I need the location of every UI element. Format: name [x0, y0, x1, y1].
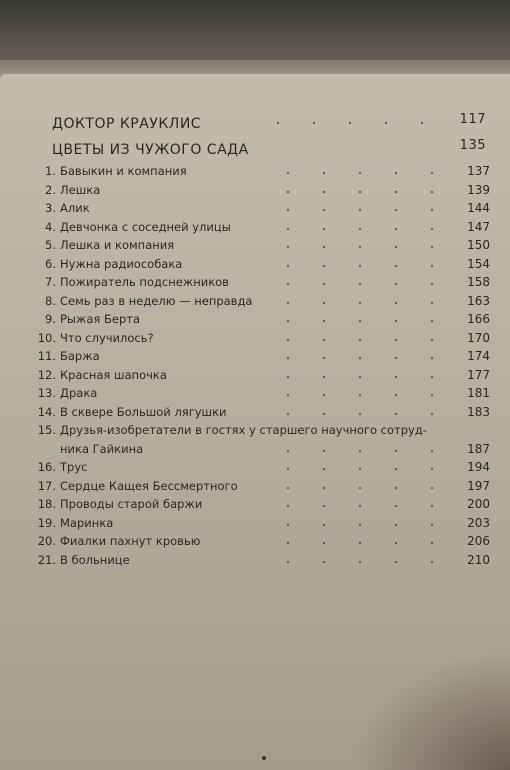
entry-title: В сквере Большой лягушки: [60, 404, 227, 419]
entry-page: 137: [467, 164, 490, 178]
entry-number: 7.: [45, 275, 56, 289]
entry-title: Семь раз в неделю — неправда: [60, 293, 253, 308]
entry-number: 21.: [37, 552, 56, 567]
toc-entry: [30, 386, 490, 405]
toc-entry: [30, 368, 490, 387]
entry-number: 5.: [45, 238, 56, 252]
entry-page: 158: [467, 275, 490, 289]
toc-entry: [30, 497, 490, 516]
entry-number: 11.: [37, 349, 56, 363]
toc-entry: [30, 423, 490, 442]
toc-entry: [30, 275, 490, 294]
leader-dots: [270, 283, 450, 285]
entry-page: 177: [467, 367, 490, 382]
entry-page: 200: [467, 497, 490, 511]
leader-dots: [270, 413, 450, 415]
toc-entry: [30, 238, 490, 257]
leader-dots: [270, 209, 450, 211]
leader-dots: [270, 505, 450, 507]
entry-page: 166: [467, 312, 490, 326]
toc-entry: [30, 312, 490, 331]
entry-title: Маринка: [60, 515, 114, 530]
toc-entry: [30, 405, 490, 424]
toc-entry: [30, 534, 490, 553]
leader-dots: [270, 191, 450, 193]
entry-title: Что случилось?: [60, 330, 154, 345]
entry-title: Проводы старой баржи: [60, 497, 203, 511]
entry-number: 3.: [45, 201, 56, 215]
entry-title: Девчонка с соседней улицы: [60, 219, 231, 234]
entry-number: 19.: [37, 515, 56, 530]
entry-number: 2.: [45, 182, 56, 197]
entry-title: Трус: [60, 460, 88, 474]
entry-number: 14.: [37, 404, 56, 419]
entry-number: 15.: [37, 423, 56, 437]
toc-entry: [30, 257, 490, 276]
leader-dots: [270, 320, 450, 322]
section-page: 117: [459, 112, 486, 127]
leader-dots: [270, 376, 450, 378]
entry-title: Алик: [60, 201, 90, 215]
leader-dots: [270, 339, 450, 341]
entry-number: 18.: [37, 497, 56, 511]
toc-entry: [30, 460, 490, 479]
entry-page: 163: [467, 293, 490, 308]
leader-dots: [270, 357, 450, 359]
section-page: 135: [459, 138, 486, 153]
toc-entry: [30, 294, 490, 313]
leader-dots: [270, 246, 450, 248]
finger-shadow: [350, 650, 510, 770]
entry-number: 9.: [45, 312, 56, 326]
entry-page: 194: [467, 460, 490, 474]
table-of-contents: [30, 112, 490, 571]
toc-entries: [30, 164, 490, 571]
entry-page: 154: [467, 256, 490, 271]
entry-page: 144: [467, 201, 490, 215]
entry-title: Бавыкин и компания: [60, 164, 187, 178]
toc-entry: [30, 349, 490, 368]
leader-dots: [270, 394, 450, 396]
entry-title: Сердце Кащея Бессмертного: [60, 478, 238, 493]
entry-page: 147: [467, 219, 490, 234]
entry-title: Фиалки пахнут кровью: [60, 534, 201, 548]
toc-section: [30, 112, 490, 136]
entry-number: 13.: [37, 386, 56, 400]
leader-dots: [270, 561, 450, 563]
entry-title: Лешка: [60, 182, 101, 197]
leader-dots: [270, 228, 450, 230]
entry-title: В больнице: [60, 552, 130, 567]
leader-dots: [260, 122, 446, 124]
leader-dots: [270, 265, 450, 267]
toc-entry: [30, 164, 490, 183]
entry-page: 187: [467, 441, 490, 456]
toc-entry: [30, 220, 490, 239]
entry-number: 12.: [37, 367, 56, 382]
entry-page: 206: [467, 534, 490, 548]
entry-page: 181: [467, 386, 490, 400]
entry-title: ника Гайкина: [60, 441, 144, 456]
entry-number: 10.: [37, 330, 56, 345]
leader-dots: [270, 172, 450, 174]
entry-title: Красная шапочка: [60, 367, 167, 382]
section-title: ДОКТОР КРАУКЛИС: [52, 116, 202, 132]
toc-entry: [30, 553, 490, 572]
entry-page: 183: [467, 404, 490, 419]
entry-title: Баржа: [60, 349, 100, 363]
leader-dots: [270, 302, 450, 304]
toc-entry: [30, 479, 490, 498]
entry-title: Драка: [60, 386, 98, 400]
toc-entry: [30, 331, 490, 350]
entry-number: 6.: [45, 256, 56, 271]
entry-number: 17.: [37, 478, 56, 493]
entry-number: 16.: [37, 460, 56, 474]
entry-title: Нужна радиособака: [60, 256, 183, 271]
entry-title: Рыжая Берта: [60, 312, 141, 326]
leader-dots: [270, 524, 450, 526]
entry-title: Пожиратель подснежников: [60, 275, 229, 289]
entry-page: 203: [467, 515, 490, 530]
toc-entry: [30, 183, 490, 202]
entry-page: 210: [467, 552, 490, 567]
entry-title: Друзья-изобретатели в гостях у старшего научного сотруд-: [60, 423, 427, 437]
entry-page: 197: [467, 478, 490, 493]
toc-entry: [30, 442, 490, 461]
leader-dots: [270, 450, 450, 452]
entry-number: 1.: [45, 164, 56, 178]
entry-title: Лешка и компания: [60, 238, 175, 252]
entry-page: 170: [467, 330, 490, 345]
page-mark: [262, 756, 266, 760]
entry-page: 150: [467, 238, 490, 252]
section-title: ЦВЕТЫ ИЗ ЧУЖОГО САДА: [52, 142, 249, 158]
toc-section: [30, 138, 490, 162]
entry-number: 8.: [45, 293, 56, 308]
entry-number: 20.: [37, 534, 56, 548]
leader-dots: [270, 542, 450, 544]
toc-entry: [30, 201, 490, 220]
entry-page: 139: [467, 182, 490, 197]
entry-number: 4.: [45, 219, 56, 234]
entry-page: 174: [467, 349, 490, 363]
leader-dots: [270, 468, 450, 470]
leader-dots: [270, 487, 450, 489]
toc-entry: [30, 516, 490, 535]
